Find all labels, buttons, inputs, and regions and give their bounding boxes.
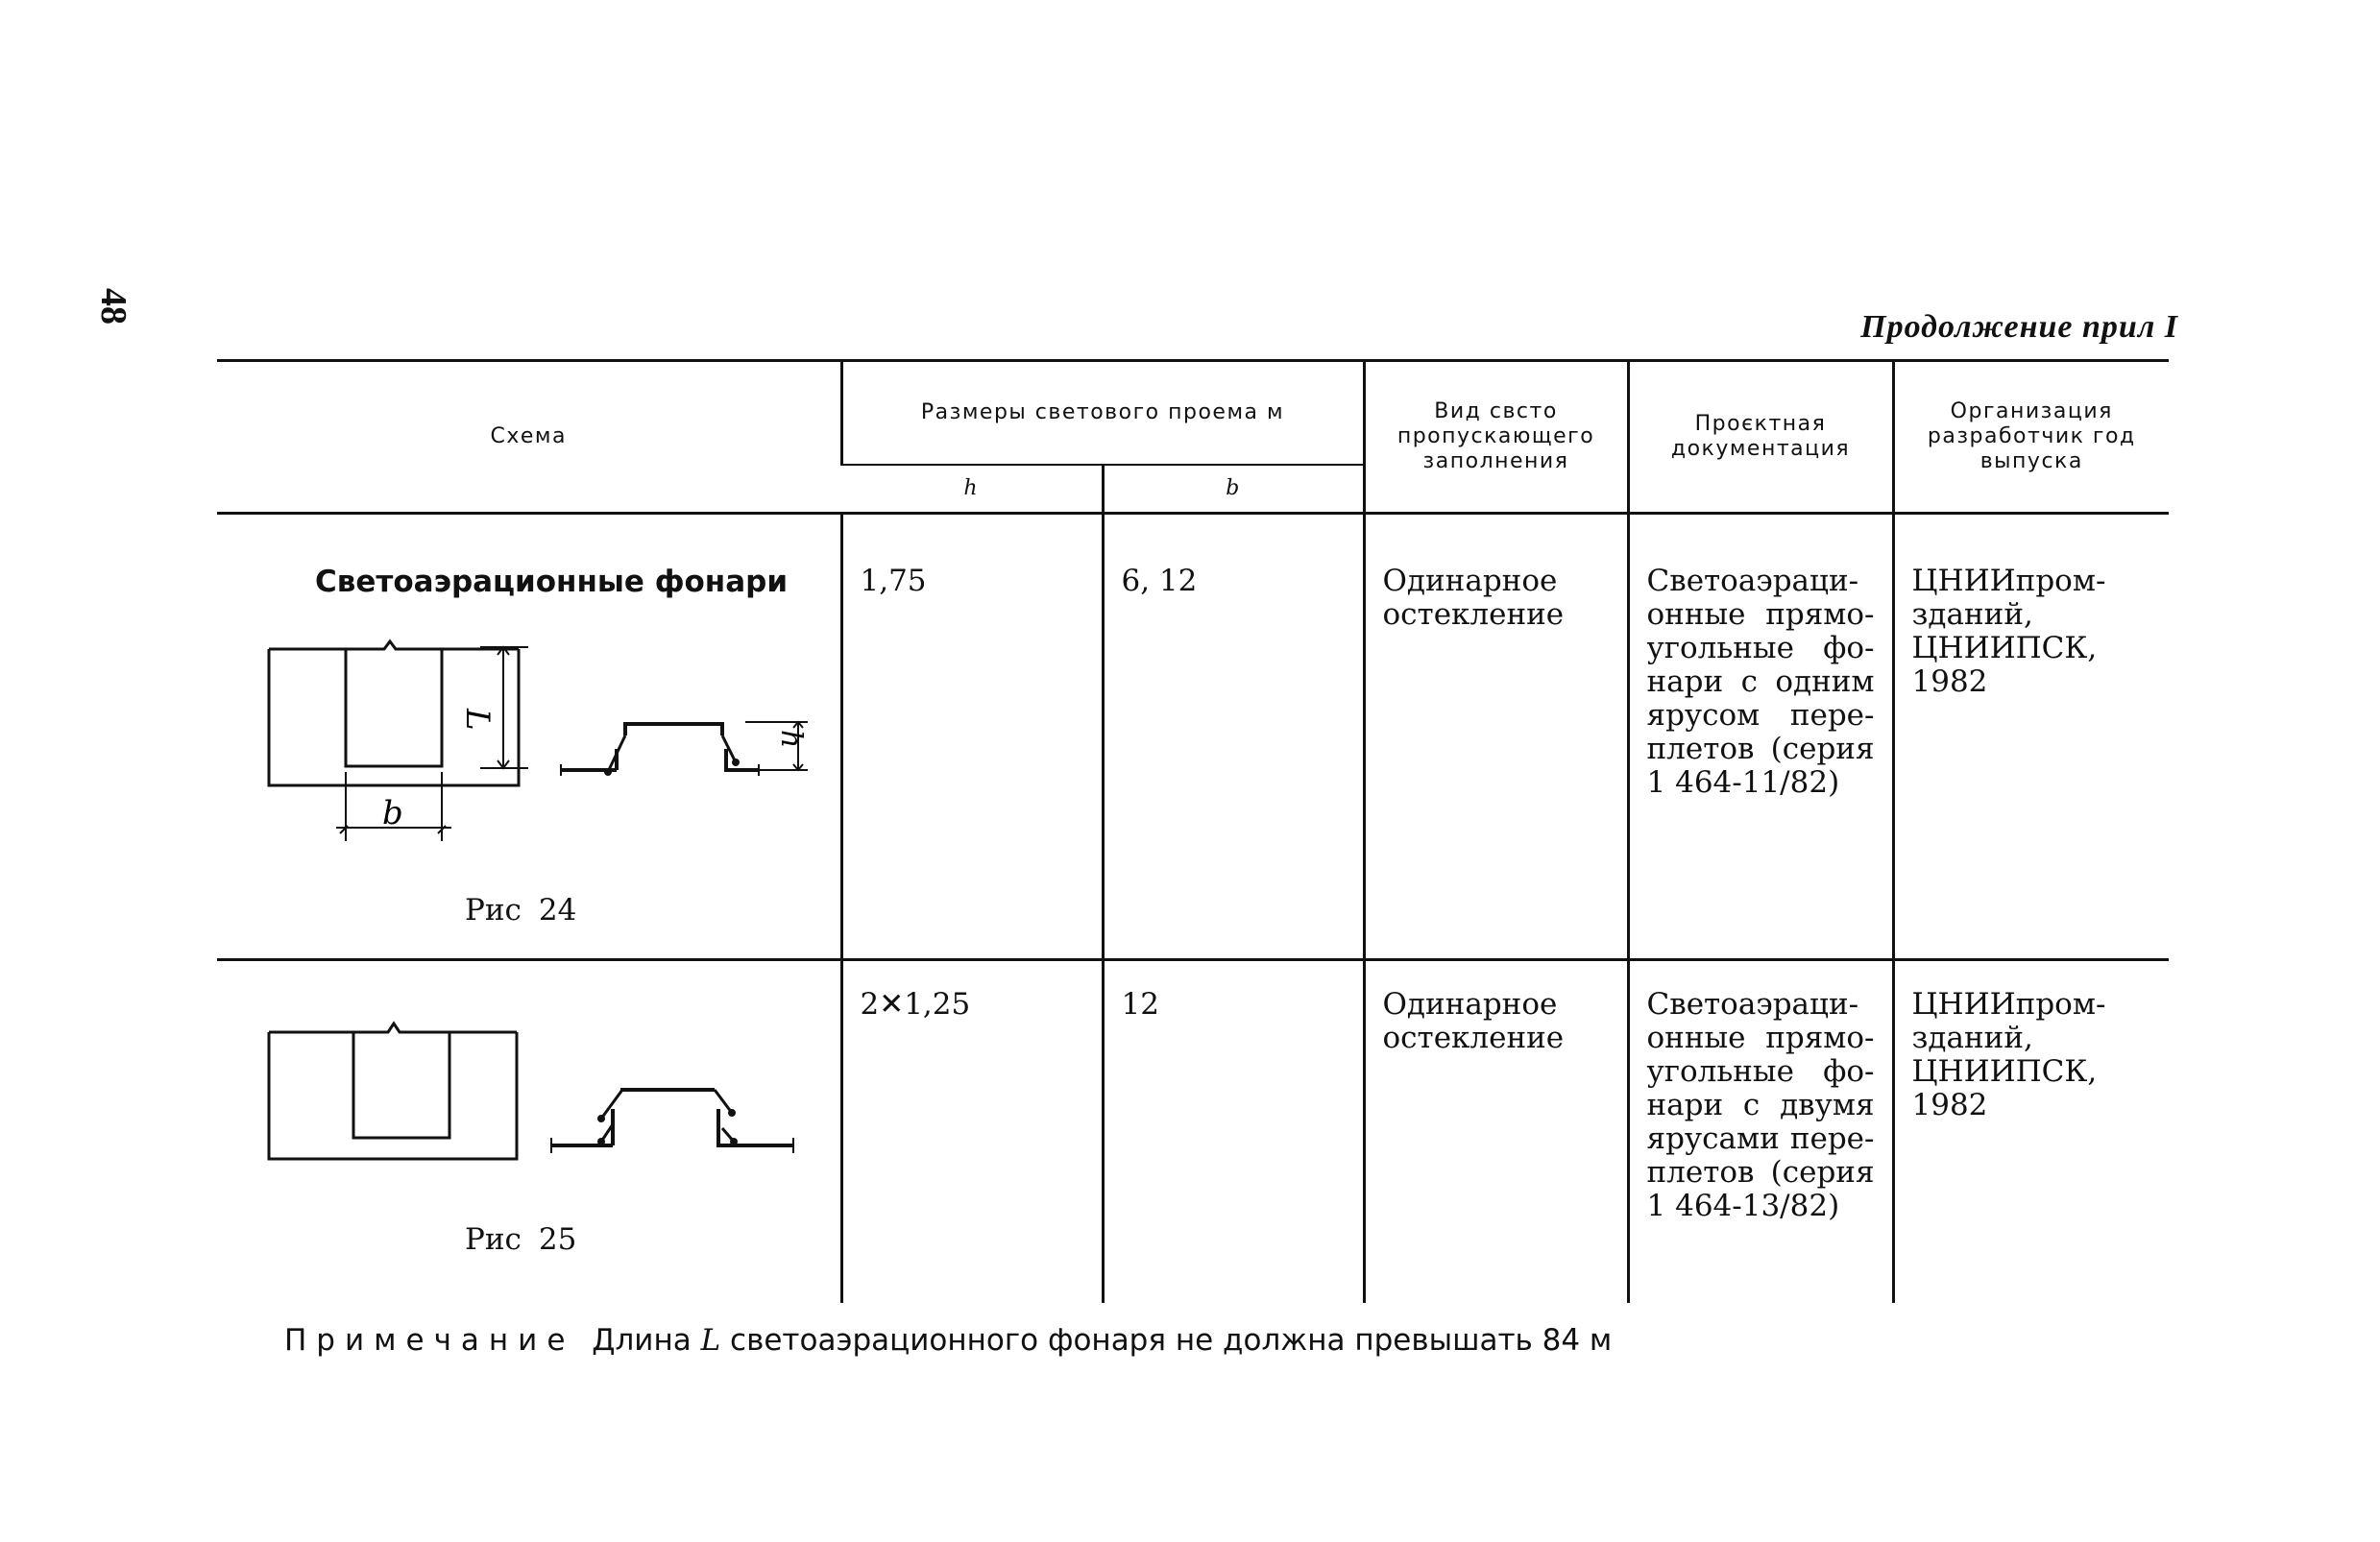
figure-number: 24: [538, 893, 577, 928]
cell-h: [841, 960, 1103, 1304]
value-docs: Светоаэрационные прямоугольные фонари с одним ярусом переплетов (серия 1 464-11/82): [1646, 564, 1875, 800]
value-fill: Одинарное остекление: [1382, 987, 1565, 1055]
header-h: h: [841, 465, 1103, 514]
header-dimensions: Размеры светового проема м: [841, 361, 1364, 466]
value-b: 12: [1121, 987, 1159, 1022]
header-organization: Организация разработчик год выпуска: [1893, 361, 2169, 514]
header-fill-type: Вид свсто пропускающего заполнения: [1364, 361, 1628, 514]
value-h: 1,75: [860, 564, 927, 598]
header-project-docs: Проєктная документация: [1628, 361, 1893, 514]
figure-24-section-diagram: [553, 707, 832, 812]
table-row: [217, 514, 2169, 960]
note-text-before: Длина: [592, 1323, 692, 1358]
dimension-label-b: b: [382, 794, 403, 832]
value-docs: Светоаэрационные прямоугольные фонари с двумя ярусами переплетов (серия 1 464-13/82): [1646, 987, 1875, 1223]
header-b: b: [1103, 465, 1364, 514]
cell-fill: [1364, 514, 1628, 960]
scheme-cell: [217, 514, 841, 960]
figure-label: Рис: [465, 1222, 522, 1257]
note-text-after: светоаэрационного фонаря не должна превышать 84 м: [730, 1323, 1613, 1358]
figure-25-caption: [465, 1222, 576, 1257]
figure-25-section-diagram: [544, 1074, 822, 1180]
continuation-caption: Продолжение прил I: [1860, 309, 2178, 345]
cell-b: [1103, 514, 1364, 960]
value-h: 2✕1,25: [860, 987, 971, 1022]
table-row: [217, 960, 2169, 1304]
cell-org: [1893, 960, 2169, 1304]
header-scheme: Схема: [217, 361, 841, 514]
scheme-cell: [217, 960, 841, 1304]
figure-number: 25: [538, 1222, 577, 1257]
section-title: Светоаэрационные фонари: [315, 565, 789, 599]
value-b: 6, 12: [1121, 564, 1198, 598]
specification-table: [217, 359, 2169, 1303]
dimension-label-L: L: [458, 709, 497, 731]
cell-docs: [1628, 514, 1893, 960]
figure-24-caption: [465, 893, 576, 928]
figure-label: Рис: [465, 893, 522, 928]
cell-b: [1103, 960, 1364, 1304]
note-label: Примечание: [284, 1323, 575, 1358]
page-number: 48: [93, 288, 134, 325]
dimension-label-h: h: [774, 730, 808, 749]
value-org: ЦНИИпромзданий, ЦНИИПСК, 1982: [1911, 987, 2106, 1122]
figure-24-plan-diagram: [240, 630, 538, 860]
value-org: ЦНИИпромзданий, ЦНИИПСК, 1982: [1911, 564, 2106, 699]
footnote: [284, 1323, 1612, 1358]
cell-h: [841, 514, 1103, 960]
note-symbol: L: [700, 1323, 721, 1358]
cell-fill: [1364, 960, 1628, 1304]
cell-org: [1893, 514, 2169, 960]
cell-docs: [1628, 960, 1893, 1304]
figure-25-plan-diagram: [240, 1009, 528, 1201]
value-fill: Одинарное остекление: [1382, 564, 1565, 632]
